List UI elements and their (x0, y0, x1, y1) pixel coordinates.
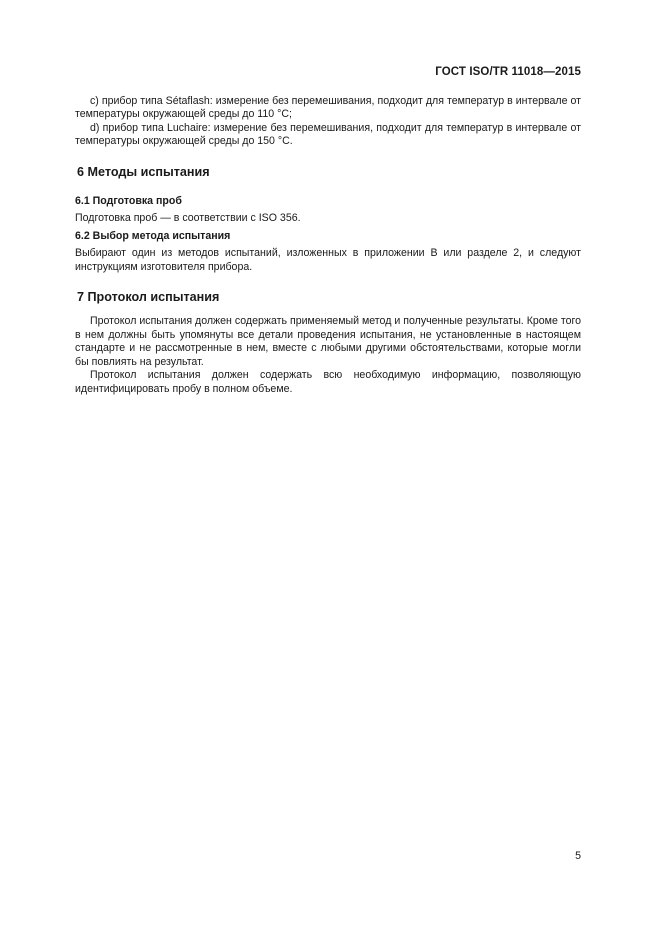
section-6-heading: 6 Методы испытания (77, 164, 210, 179)
section-7-paragraph-1: Протокол испытания должен содержать применяемый метод и полученные результаты. Кроме того в нем должны быть упомянуты все детали проведения испытания, не установленные в настоящем стандарте и не рассмотренные в нем, вместе с любыми другими обстоятельствами, которые могли бы повлиять на результат. (75, 315, 581, 368)
page-number: 5 (575, 850, 581, 862)
list-item-c: c) прибор типа Sétaflash: измерение без перемешивания, подходит для температур в интервале от температуры окружающей среды до 110 °С; (75, 95, 581, 121)
subsection-6-1-heading: 6.1 Подготовка проб (75, 195, 182, 208)
section-7-heading: 7 Протокол испытания (77, 290, 220, 305)
document-code-header: ГОСТ ISO/TR 11018—2015 (435, 66, 581, 78)
page-content (75, 95, 581, 396)
subsection-6-2-heading: 6.2 Выбор метода испытания (75, 229, 231, 242)
list-item-d: d) прибор типа Luchaire: измерение без перемешивания, подходит для температур в интервале от температуры окружающей среды до 150 °С. (75, 121, 581, 148)
subsection-6-2-text: Выбирают один из методов испытаний, изложенных в приложении В или разделе 2, и следуют инструкциям изготовителя прибора. (75, 247, 581, 273)
subsection-6-1-text: Подготовка проб — в соответствии с ISO 356. (75, 212, 301, 225)
section-7-paragraph-2: Протокол испытания должен содержать всю необходимую информацию, позволяющую идентифицировать пробу в полном объеме. (75, 369, 581, 395)
